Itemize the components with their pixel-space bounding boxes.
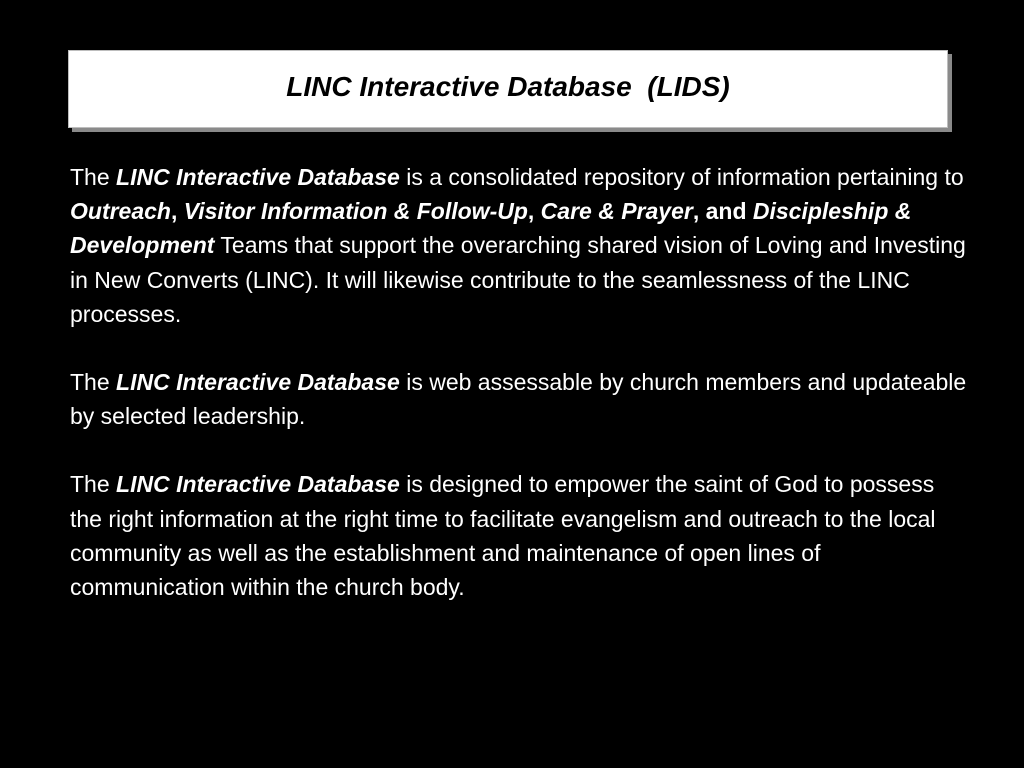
p1-comma-1: ,	[170, 198, 178, 225]
paragraph-3	[70, 467, 970, 604]
p2-database-name: LINC Interactive Database	[116, 369, 400, 396]
p3-the: The	[70, 471, 110, 498]
p1-text-b: Teams that support the overarching shared vision of Loving and Investing in New Converts (LINC). It will likewise contribute to the seamlessness of the LINC processes.	[70, 232, 966, 327]
paragraph-1	[70, 160, 970, 331]
team-discipleship: Discipleship & Development	[70, 198, 912, 259]
p1-and: , and	[692, 198, 747, 225]
team-visitor-information: Visitor Information & Follow-Up	[183, 198, 528, 225]
body-text	[70, 160, 970, 638]
p1-comma-2: ,	[527, 198, 535, 225]
slide-title: LINC Interactive Database (LIDS)	[286, 71, 730, 102]
p1-the: The	[70, 164, 110, 190]
p1-text-a: is a consolidated repository of information pertaining to	[406, 164, 964, 190]
p3-database-name: LINC Interactive Database	[116, 471, 400, 498]
title-box	[68, 50, 948, 128]
p3-text: is designed to empower the saint of God to possess the right information at the right time to facilitate evangelism and outreach to the local community as well as the establishment and maintenance of open lines of communication within the church body.	[70, 471, 936, 601]
paragraph-2	[70, 365, 970, 433]
team-care-prayer: Care & Prayer	[540, 198, 693, 225]
p2-the: The	[70, 369, 110, 396]
p1-database-name: LINC Interactive Database	[116, 164, 400, 190]
p2-text: is web assessable by church members and updateable by selected leadership.	[70, 369, 967, 430]
team-outreach: Outreach	[70, 198, 171, 225]
